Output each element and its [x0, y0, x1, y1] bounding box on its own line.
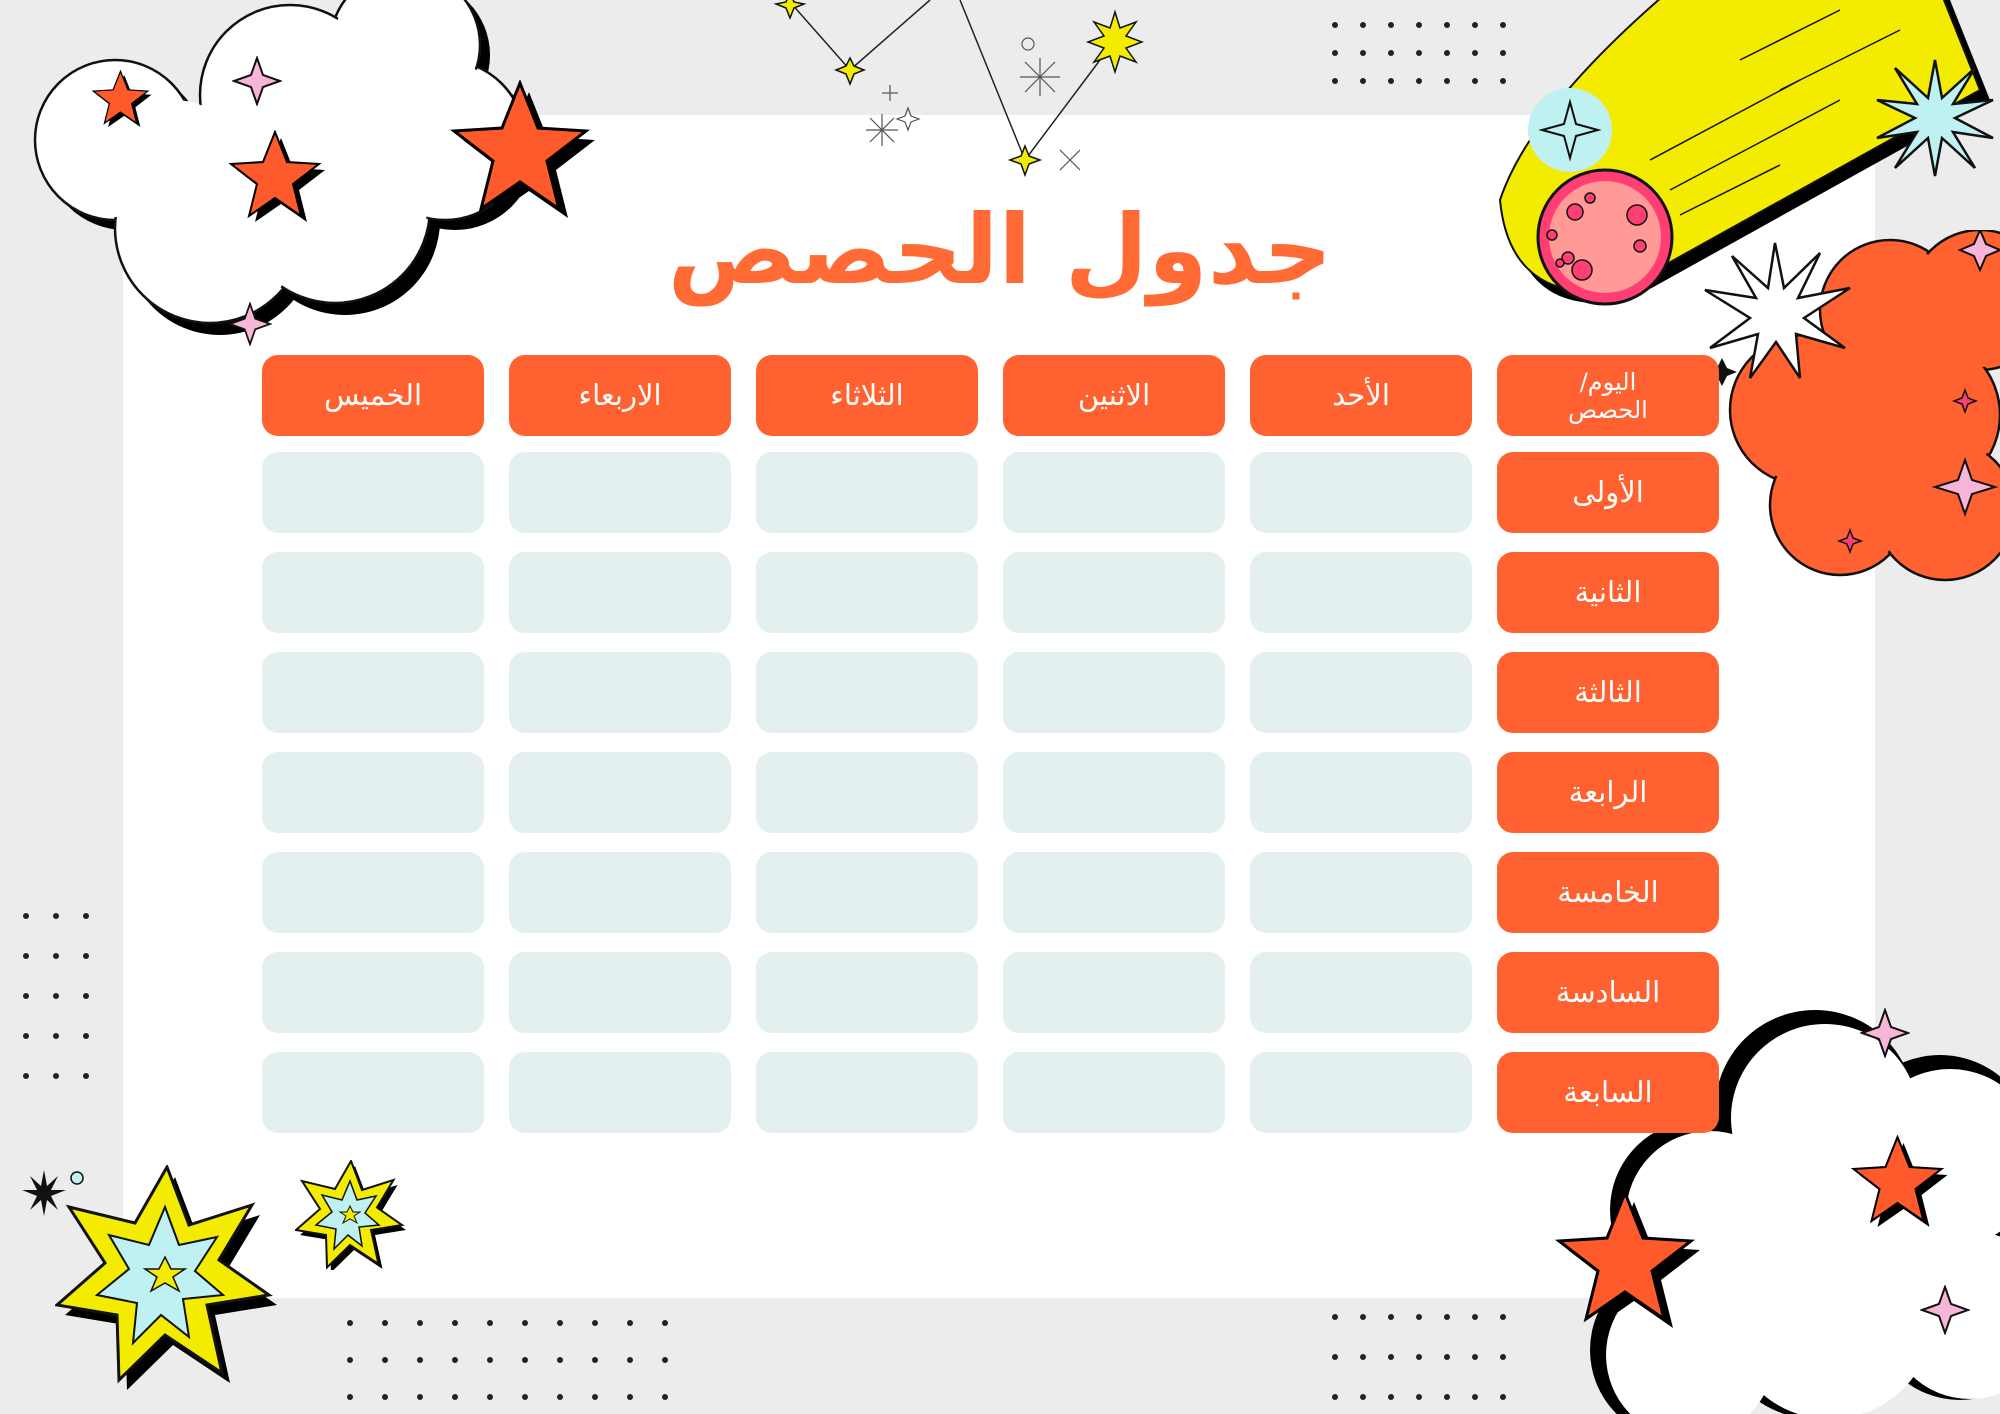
schedule-cell[interactable] [756, 852, 978, 933]
star-icon [1845, 1135, 1950, 1235]
schedule-cell[interactable] [1250, 752, 1472, 833]
schedule-cell[interactable] [756, 952, 978, 1033]
schedule-cell[interactable] [262, 1052, 484, 1133]
period-label: الثانية [1497, 552, 1719, 633]
schedule-cell[interactable] [262, 552, 484, 633]
schedule-cell[interactable] [1250, 552, 1472, 633]
burst-icon [1870, 58, 2000, 178]
day-header: الاربعاء [509, 355, 731, 436]
schedule-cell[interactable] [756, 552, 978, 633]
star-icon [88, 70, 153, 132]
schedule-cell[interactable] [1003, 752, 1225, 833]
schedule-cell[interactable] [1250, 952, 1472, 1033]
constellation-icon [770, 0, 1150, 185]
schedule-cell[interactable] [509, 1052, 731, 1133]
schedule-cell[interactable] [262, 452, 484, 533]
schedule-cell[interactable] [262, 652, 484, 733]
dot-grid-bottom [345, 1318, 690, 1408]
schedule-cell[interactable] [1003, 852, 1225, 933]
dot-grid-bottom-right [1330, 1312, 1530, 1407]
schedule-cell[interactable] [1003, 552, 1225, 633]
period-label: الخامسة [1497, 852, 1719, 933]
schedule-cell[interactable] [1003, 952, 1225, 1033]
burst-icon [295, 1160, 410, 1270]
period-label: الرابعة [1497, 752, 1719, 833]
page-title: جدول الحصص [667, 194, 1333, 306]
schedule-cell[interactable] [1250, 852, 1472, 933]
schedule-cell[interactable] [509, 852, 731, 933]
schedule-cell[interactable] [1003, 452, 1225, 533]
schedule-cell[interactable] [1250, 452, 1472, 533]
schedule-cell[interactable] [262, 952, 484, 1033]
sparkle-icon [1860, 1008, 1910, 1058]
sparkle-icon [232, 56, 282, 106]
period-label: السابعة [1497, 1052, 1719, 1133]
schedule-cell[interactable] [1003, 652, 1225, 733]
schedule-cell[interactable] [756, 1052, 978, 1133]
schedule-cell[interactable] [509, 552, 731, 633]
schedule-cell[interactable] [756, 752, 978, 833]
day-header: الأحد [1250, 355, 1472, 436]
burst-icon [1700, 238, 1860, 388]
schedule-cell[interactable] [509, 752, 731, 833]
corner-header: اليوم/ الحصص [1497, 355, 1719, 436]
schedule-cell[interactable] [756, 652, 978, 733]
period-label: الثالثة [1497, 652, 1719, 733]
period-label: الأولى [1497, 452, 1719, 533]
sparkle-icon [1920, 1285, 1970, 1335]
schedule-cell[interactable] [756, 452, 978, 533]
schedule-cell[interactable] [509, 952, 731, 1033]
schedule-cell[interactable] [509, 652, 731, 733]
dot-grid-left [20, 910, 110, 1100]
schedule-cell[interactable] [509, 452, 731, 533]
schedule-cell[interactable] [1003, 1052, 1225, 1133]
schedule-cell[interactable] [1250, 652, 1472, 733]
day-header: الخميس [262, 355, 484, 436]
sparkle-icon [22, 1168, 112, 1223]
period-label: السادسة [1497, 952, 1719, 1033]
star-icon [1545, 1190, 1705, 1340]
schedule-cell[interactable] [1250, 1052, 1472, 1133]
schedule-cell[interactable] [262, 752, 484, 833]
day-header: الاثنين [1003, 355, 1225, 436]
day-header: الثلاثاء [756, 355, 978, 436]
schedule-cell[interactable] [262, 852, 484, 933]
